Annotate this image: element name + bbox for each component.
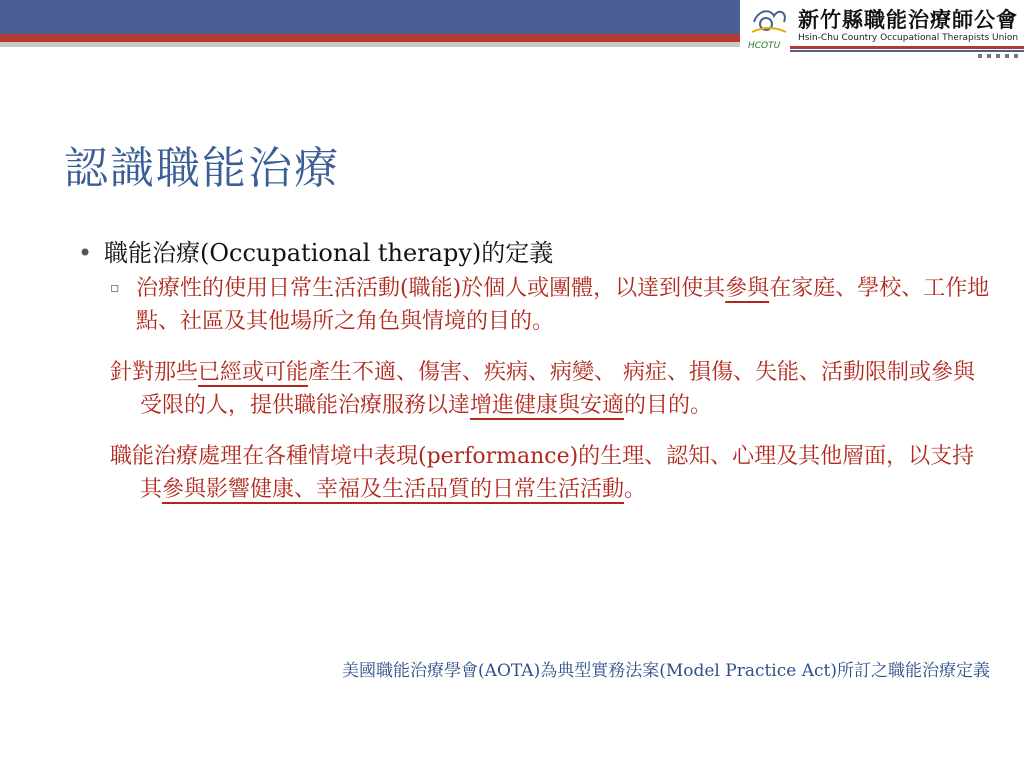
- bullet-definition: [70, 236, 990, 270]
- org-name-zh: 新竹縣職能治療師公會: [798, 8, 1018, 32]
- logo-dots: [978, 54, 1018, 58]
- sub1-text-participation: 參與: [725, 276, 770, 301]
- source-footnote: 美國職能治療學會(AOTA)為典型實務法案(Model Practice Act)所訂之職能治療定義: [342, 661, 990, 681]
- header-band-red: [0, 34, 740, 42]
- sub-bullet-definition: [104, 272, 990, 338]
- p2-text-a: 針對那些: [110, 360, 199, 385]
- square-bullet-icon: ▫: [110, 280, 120, 296]
- paragraph-performance: [74, 440, 990, 506]
- header-band-blue: [0, 0, 740, 34]
- slide-body: [70, 236, 990, 506]
- slide-title: 認識職能治療: [64, 143, 340, 194]
- header-band-gray: [0, 42, 740, 47]
- logo-stripe-blue: [790, 50, 1024, 52]
- sub1-text-c: 在家庭、學校、工作地點、社區及其他場所之角色與情境的目的。: [136, 276, 990, 334]
- bullet-definition-text: 職能治療(Occupational therapy)的定義: [104, 239, 554, 267]
- p3-text-a: 職能治療處理在各種情境中表現(performance)的生理、認知、心理及其他層面，以支持其: [110, 444, 975, 502]
- logo-text: HCOTU: [748, 41, 781, 51]
- sub1-text-a: 治療性的使用日常生活活動(職能)於個人或團體，以達到使其: [136, 276, 726, 301]
- p2-text-e: 的目的。: [624, 393, 713, 418]
- logo-stripe-red: [790, 46, 1024, 49]
- bullet-dot-icon: •: [78, 239, 93, 267]
- p2-text-c: 產生不適、傷害、疾病、病變、 病症、損傷、失能、活動限制或參與受限的人，提供職能治療服務以達: [140, 360, 976, 418]
- org-name-en: Hsin-Chu Country Occupational Therapists Union: [798, 33, 1019, 43]
- p2-text-health-wellbeing: 增進健康與安適: [470, 393, 625, 418]
- union-logo: [740, 0, 1024, 58]
- hcotu-logo-icon: [744, 2, 794, 52]
- p3-text-participation-daily-life: 參與影響健康、幸福及生活品質的日常生活活動: [162, 477, 625, 502]
- paragraph-target-population: [74, 356, 990, 422]
- p3-text-c: 。: [624, 477, 647, 502]
- p2-text-already-or-possible: 已經或可能: [198, 360, 309, 385]
